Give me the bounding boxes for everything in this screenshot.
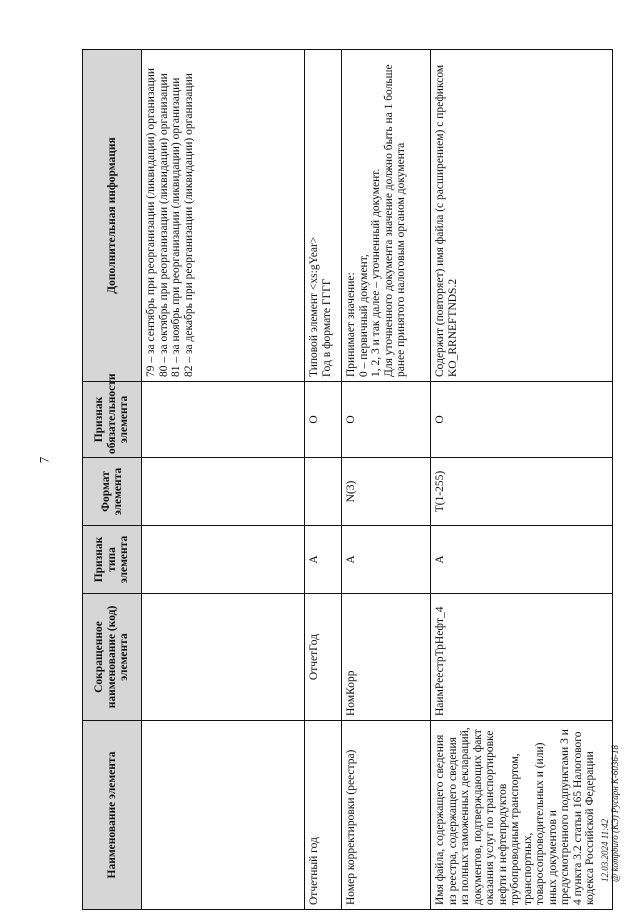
info-line: Содержит (повторяет) имя файла (с расширением) с префиксом KO_RRNEFTNDS.2 [434, 64, 459, 377]
info-line: Для уточненного документа значение должно быть на 1 больше ранее принятого налоговым органом документа [382, 64, 407, 377]
footer-path: @ kompburo (КЭ) Русарн К-6036-18 [610, 745, 620, 882]
cell-info [342, 50, 431, 382]
cell-format: N(3) [342, 458, 431, 526]
elements-table [82, 49, 613, 910]
cell-required: О [431, 382, 613, 458]
header-format: Формат элемента [83, 458, 142, 526]
rotated-page-content [82, 50, 615, 910]
info-line: 1, 2, 3 и так далее – уточненный документ. [370, 168, 382, 377]
info-line: 82 – за декабрь при реорганизации (ликвидации) организации [182, 73, 195, 377]
cell-type: А [431, 526, 613, 594]
page-number: 7 [36, 456, 52, 464]
cell-type [142, 526, 305, 594]
info-line: Год в формате ГГГГ [320, 278, 333, 377]
cell-name: Имя файла, содержащего сведения из реестра, содержащего сведения из полных таможенных деклараций, документов, подтверждающих факт оказания услуг по транспортировке нефти и нефтепродуктов трубопроводным транспортом, транспортных, товаросопроводительных и (или) иных документов и предусмотренного подпунктами 3 и 4 пункта 3.2 статьи 165 Налогового кодекса Российской Федерации [431, 721, 613, 910]
cell-type: А [342, 526, 431, 594]
cell-code [142, 594, 305, 721]
cell-info [305, 50, 342, 382]
cell-format: T(1-255) [431, 458, 613, 526]
info-line: 79 – за сентябрь при реорганизации (ликвидации) организации [145, 67, 157, 377]
cell-format [142, 458, 305, 526]
cell-name [142, 721, 305, 910]
header-name: Наименование элемента [83, 721, 142, 910]
info-line: 81 – за ноябрь при реорганизации (ликвидации) организации [170, 77, 182, 377]
table-row [305, 50, 342, 910]
info-line: 80 – за октябрь при реорганизации (ликвидации) организации [157, 73, 170, 377]
cell-info [431, 50, 613, 382]
table-header [83, 50, 142, 910]
cell-required: О [305, 382, 342, 458]
info-line: 0 – первичный документ, [357, 254, 370, 377]
table-row [342, 50, 431, 910]
info-line: Принимает значение: [345, 272, 357, 377]
cell-required [142, 382, 305, 458]
header-required: Признак обязательности элемента [83, 382, 142, 458]
header-type: Признак типа элемента [83, 526, 142, 594]
cell-code: НомКорр [342, 594, 431, 721]
cell-required: О [342, 382, 431, 458]
cell-name: Отчетный год [305, 721, 342, 910]
cell-info [142, 50, 305, 382]
cell-code: ОтчетГод [305, 594, 342, 721]
cell-type: А [305, 526, 342, 594]
header-code: Сокращенное наименование (код) элемента [83, 594, 142, 721]
table-row [142, 50, 305, 910]
info-line: Типовой элемент <xs:gYear> [308, 236, 320, 377]
table-row [431, 50, 613, 910]
header-info: Дополнительная информация [83, 50, 142, 382]
cell-name: Номер корректировки (реестра) [342, 721, 431, 910]
footer-date: 12.03.2024 11:42 [600, 818, 610, 882]
cell-code: НаимРеестрТрНефт_4 [431, 594, 613, 721]
cell-format [305, 458, 342, 526]
